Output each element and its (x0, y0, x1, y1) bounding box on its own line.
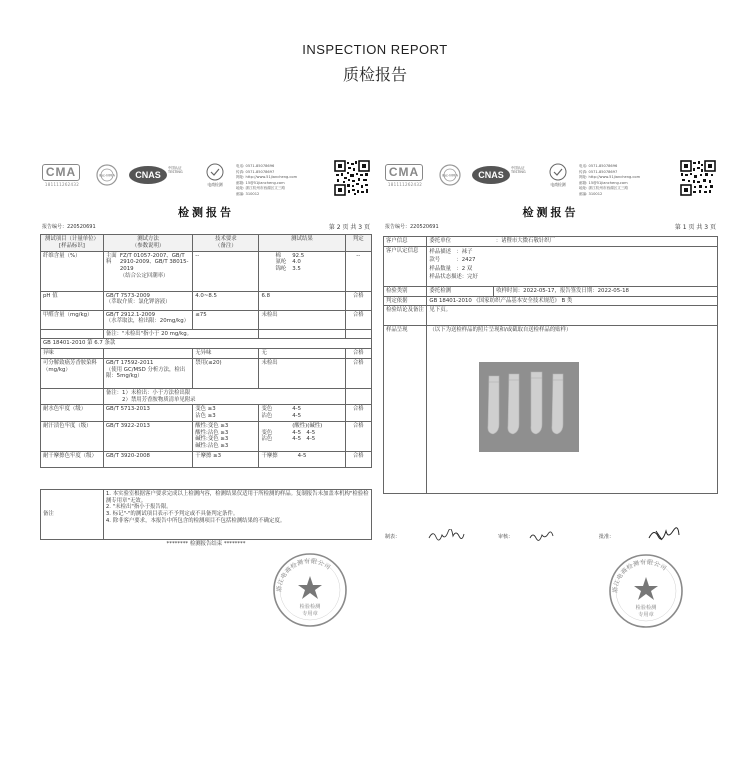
svg-text:专用章: 专用章 (302, 611, 318, 617)
report-title: 检测报告 (178, 206, 234, 219)
cma-number: 181111262432 (44, 182, 80, 187)
report-title: 检测报告 (522, 206, 579, 219)
page-indicator: 第 1 页 共 3 页 (674, 224, 716, 231)
ecommerce-test-emblem (200, 162, 230, 188)
table-row: 甲醛含量（mg/kg） GB/T 2912.1-2009 （水萃取法，检出限：20mg/kg） ≤75 未检出 合格 (41, 310, 372, 329)
ilac-mra-logo (433, 163, 467, 187)
svg-text:CNAS: CNAS (478, 170, 504, 180)
official-seal (272, 552, 348, 628)
table-note: GB 18401-2010 第 6.7 条款 (41, 339, 372, 349)
cnas-logo (128, 165, 168, 185)
svg-text:专用章: 专用章 (638, 612, 654, 618)
table-row: 纤维含量（%） 主面料 FZ/T 01057-2007、GB/T 2910-2009、GB/T 38015-2019 （结合公定回潮率） -- 棉 氨纶 锦纶 92.5 4.0 3.5 -- (41, 251, 372, 291)
emblem-caption: 电商检测 (207, 182, 223, 187)
sample-row: 客户认定信息 样品描述 ：袜子 款号 ：2427 样品数量 ：2 双 样品状态描述：完好 (384, 246, 718, 286)
signature-row (385, 531, 716, 545)
table-note: 备注："未检出"指小于 20 mg/kg。 (41, 329, 372, 339)
report-header (383, 158, 718, 196)
cma-mark: CMA (385, 164, 423, 181)
official-seal (608, 553, 684, 629)
qr-code-icon (680, 160, 716, 196)
svg-text:电商检测: 电商检测 (550, 182, 566, 187)
signature-reviewer (528, 530, 556, 542)
signature-maker (427, 529, 467, 543)
table-row: 耐水色牢度（级） GB/T 5713-2013 变色 ≥3 沾色 ≥3 变色 沾色 4-5 4-5 合格 (41, 405, 372, 422)
end-row: ******** 检测报告结束 ******** (166, 540, 246, 547)
qr-code-icon (334, 160, 370, 196)
ilac-mra-logo (90, 163, 124, 187)
info-table (383, 236, 718, 494)
cnas-text: CNAS (135, 170, 161, 180)
table-row: 耐汗渍色牢度（级） GB/T 3922-2013 酸性:变色 ≥3 酸性:沾色 ≥3 碱性:变色 ≥3 碱性:沾色 ≥3 变色 沾色 (酸性)(碱性) 4-5 4-5 4-5 4-5 合格 (41, 421, 372, 451)
report-number: 报告编号：220520691 (385, 224, 439, 230)
sign-make-label: 制表： (385, 534, 401, 540)
cnas-logo (471, 165, 511, 185)
table-note: 备注：1）未检出：小于方法检出限 2）禁用芳香胺物质清单见附录 (41, 388, 372, 405)
svg-text:ilac-MRA: ilac-MRA (441, 172, 459, 178)
contact-info: 电话: 0571-85078696 传真: 0571-85078697 网址: http://www.51jiancheng.com 邮箱: 15@51jiancheng.com 地址: 浙江杭州市西湖区文三路 邮编: 310012 (236, 164, 298, 196)
contact-info: 电话: 0571-85078696 传真: 0571-85078697 网址: http://www.51jiancheng.com 邮箱: 15@51jiancheng.com 地址: 浙江杭州市西湖区文三路 邮编: 310012 (579, 164, 641, 196)
results-table (40, 234, 372, 549)
cma-number: 181111262432 (387, 182, 423, 187)
table-row: 耐干摩擦色牢度（级） GB/T 3920-2008 干摩擦 ≥3 干摩擦 4-5 合格 (41, 451, 372, 467)
cma-logo (42, 164, 82, 190)
basis-row: 判定依据 GB 18401-2010 《国家纺织产品基本安全技术规范》 B 类 (384, 296, 718, 306)
svg-text:检验检测: 检验检测 (299, 604, 321, 610)
ilac-text: ilac-MRA (98, 172, 116, 178)
page-indicator: 第 2 页 共 3 页 (328, 224, 370, 231)
report-number: 报告编号：220520691 (42, 224, 96, 230)
appearance-row: 样品呈现 （以下为送检样品的照片呈现和/或截取自送检样品的贴样） (384, 326, 718, 494)
cma-mark: CMA (42, 164, 80, 181)
svg-text:浙江电商检测有限公司: 浙江电商检测有限公司 (611, 558, 668, 594)
report-header (40, 158, 372, 196)
sign-review-label: 审核： (498, 534, 514, 540)
page-title-en: INSPECTION REPORT (302, 42, 448, 57)
report-page-2 (40, 158, 372, 617)
table-row: 异味 无异味 无 合格 (41, 349, 372, 359)
socks-image (479, 362, 579, 452)
page-title-cn: 质检报告 (342, 65, 407, 84)
svg-text:浙江电商检测有限公司: 浙江电商检测有限公司 (275, 557, 332, 593)
sign-approve-label: 批准： (599, 534, 615, 540)
table-header: 测试项目（计量单位） [样品标识] 测试方法 （参数说明） 技术要求 （备注） 测试结果 判定 (41, 235, 372, 252)
org-info: 中国认证 TESTING (511, 166, 526, 175)
ecommerce-test-emblem (543, 162, 573, 188)
svg-text:检验检测: 检验检测 (635, 605, 657, 611)
table-row: 可分解致癌芳香胺染料（mg/kg） GB/T 17592-2011 （使用 GC/MSD 分析方法，检出限：5mg/kg） 禁用(≤20) 未检出 合格 (41, 358, 372, 388)
signature-approver (647, 527, 681, 543)
remarks-row: 备注 1. 本实验室根据客户要求完成以上检测内容，检测结果仅适用于所检测的样品。复制报告未加盖本机构"检验检测专用章"无效。 2. "未检出"指小于报告限。 3. 标记"-"的测试项目表示不予判定或不具备判定条件。 4. 除非客户要求，本报告中所包含的检测项目不包括检测结果的不确定度。 (41, 489, 372, 539)
table-spacer (41, 467, 372, 489)
conclusion-row: 检验结论及备注 见下页。 (384, 306, 718, 326)
org-info: 中国认证 TESTING (168, 166, 183, 175)
report-page-1 (383, 158, 718, 618)
exam-row: 检验类别 委托检测 收样时间：2022-05-17，报告签发日期：2022-05-18 (384, 286, 718, 296)
sample-photo (479, 362, 579, 452)
client-row: 客户信息 委托单位 ：诸暨市大微石敬针织厂 (384, 237, 718, 247)
table-row: pH 值 GB/T 7573-2009 （萃取介质：氯化钾溶液） 4.0~8.5 6.8 合格 (41, 291, 372, 310)
cma-logo (385, 164, 425, 190)
